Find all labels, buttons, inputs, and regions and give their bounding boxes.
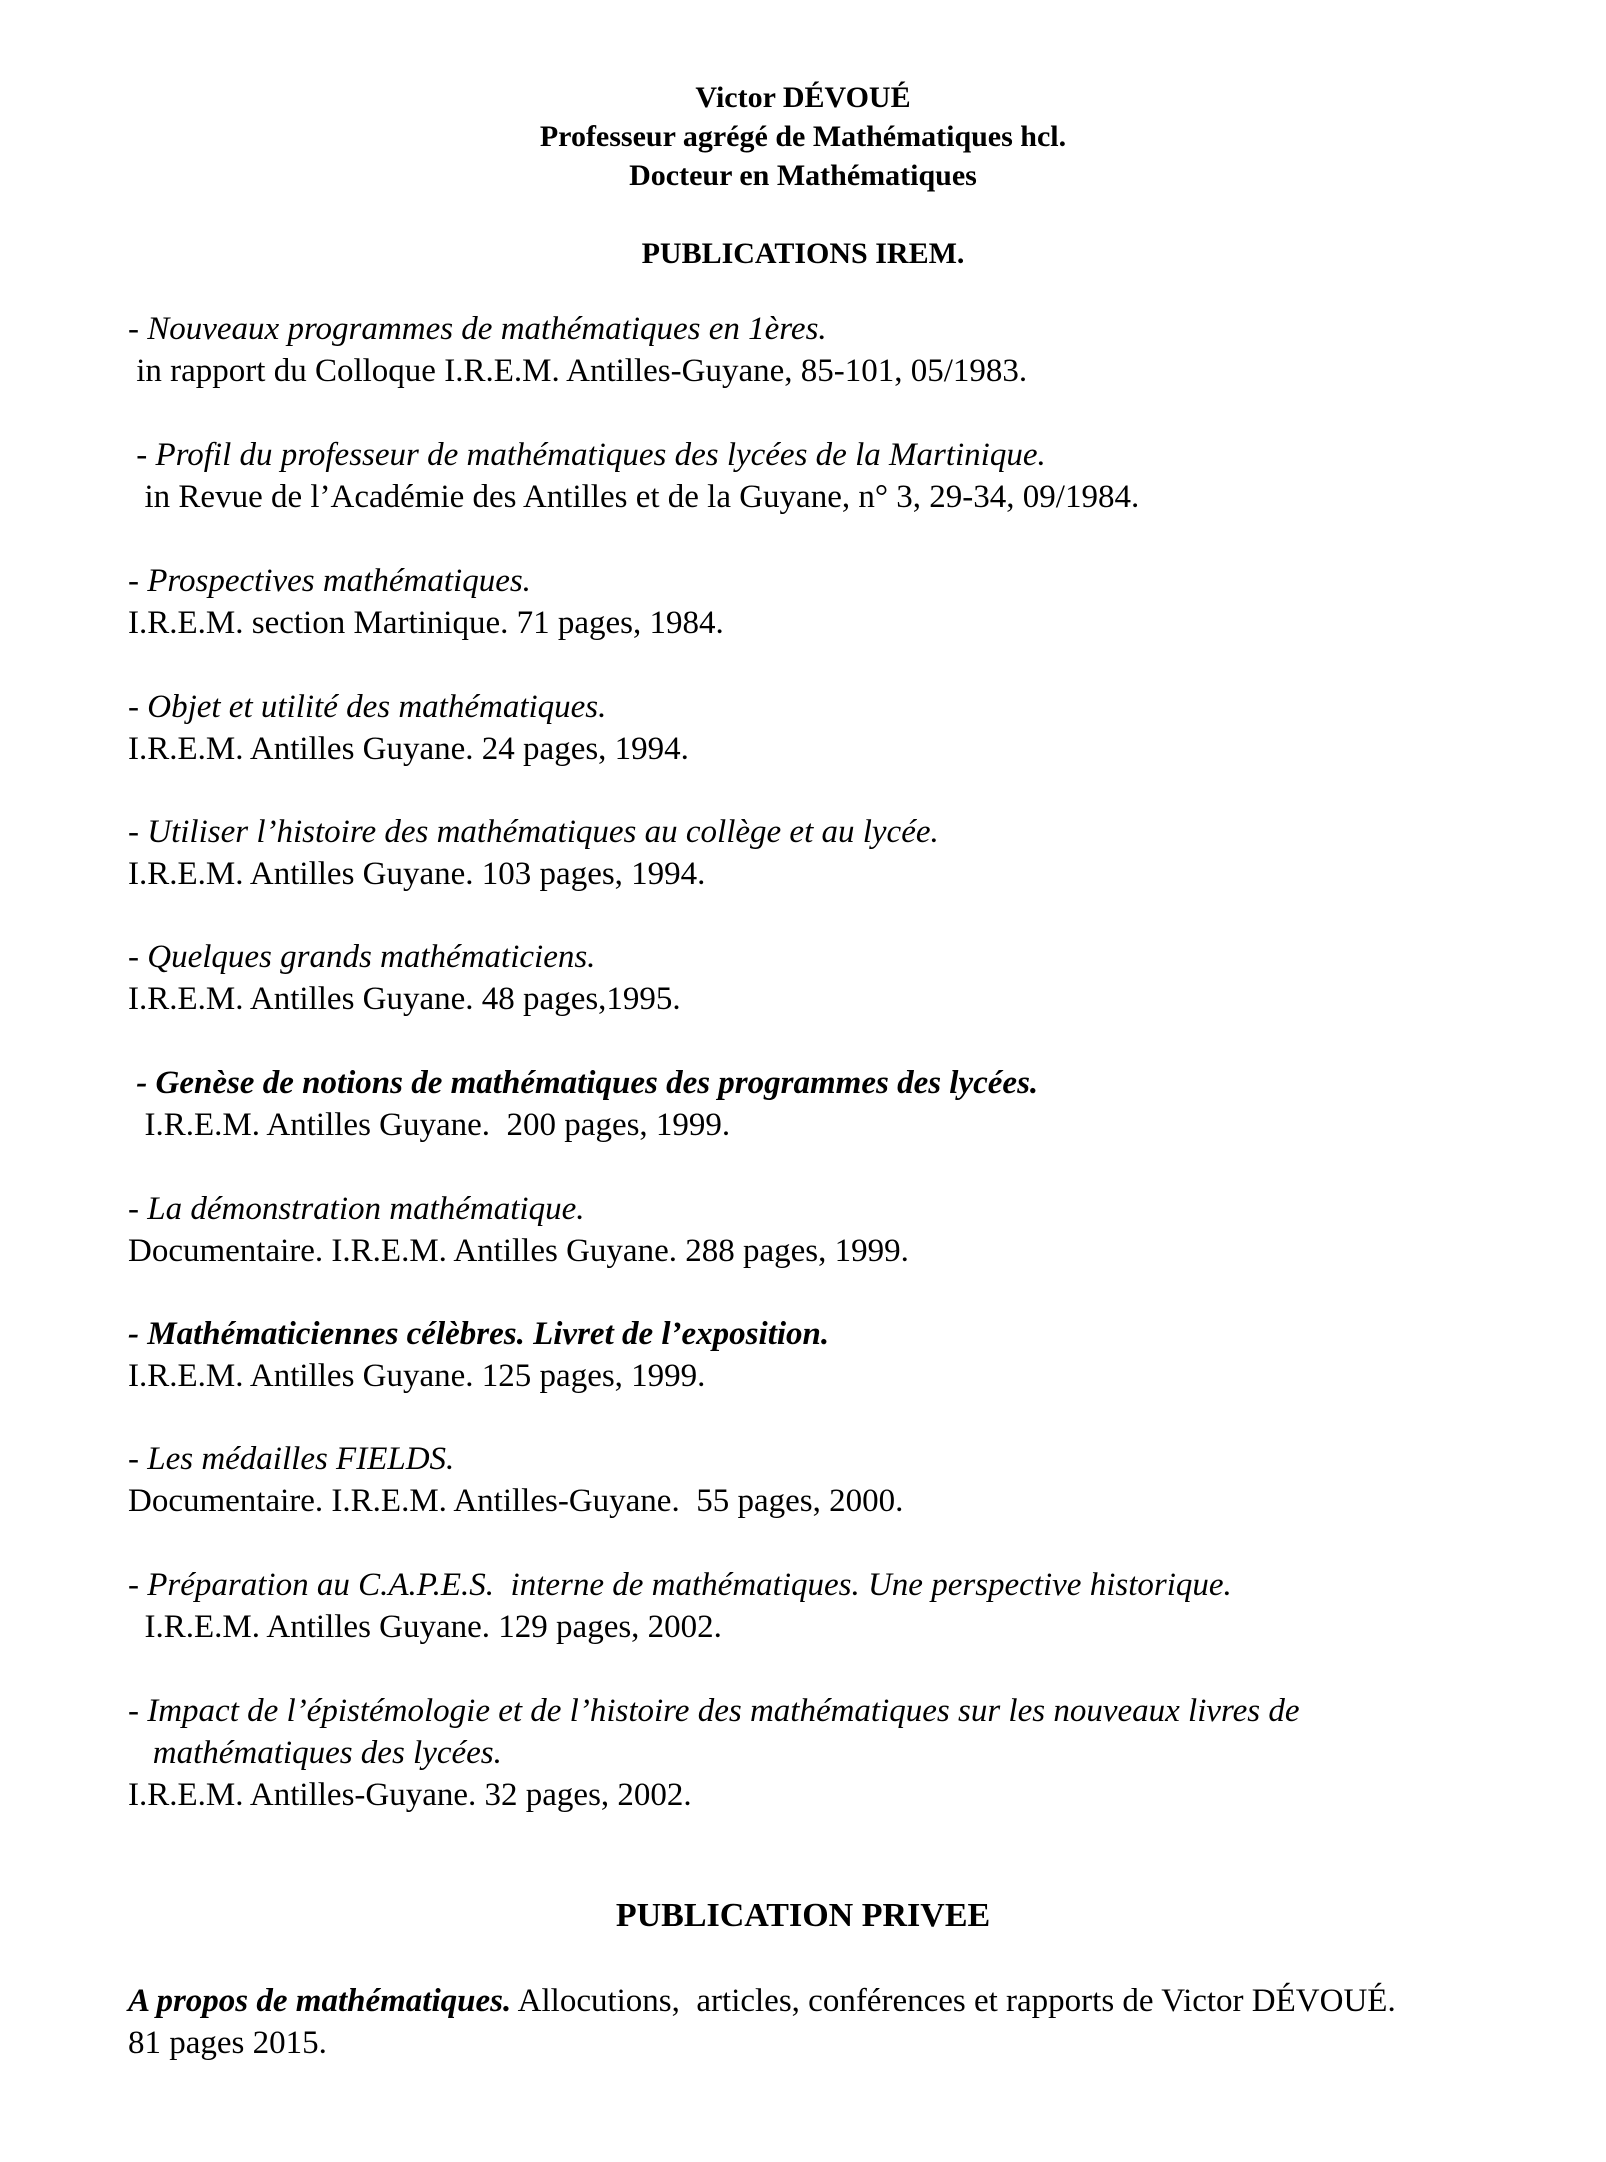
section-title-irem: PUBLICATIONS IREM. <box>641 237 965 270</box>
author-header <box>0 78 1606 195</box>
publication-item <box>128 811 1548 895</box>
section-title-private: PUBLICATION PRIVEE <box>615 1897 991 1934</box>
publication-details: I.R.E.M. Antilles Guyane. 125 pages, 1999. <box>128 1358 706 1394</box>
publication-details: in Revue de l’Académie des Antilles et de la Guyane, n° 3, 29-34, 09/1984. <box>128 479 1140 515</box>
publication-details: I.R.E.M. section Martinique. 71 pages, 1984. <box>128 605 724 641</box>
author-name: Victor DÉVOUÉ <box>695 81 911 114</box>
publication-title: - Mathématiciennes célèbres. Livret de l’exposition. <box>128 1316 830 1352</box>
publication-title: - La démonstration mathématique. <box>128 1191 585 1227</box>
publication-item <box>128 1564 1548 1648</box>
publication-title: - Préparation au C.A.P.E.S. interne de mathématiques. Une perspective historique. <box>128 1567 1232 1603</box>
publication-title: - Utiliser l’histoire des mathématiques au collège et au lycée. <box>128 814 939 850</box>
publication-details: I.R.E.M. Antilles Guyane. 48 pages,1995. <box>128 981 681 1017</box>
publication-item <box>128 434 1548 518</box>
publication-item <box>128 560 1548 644</box>
publication-title: - Quelques grands mathématiciens. <box>128 939 596 975</box>
publication-details: I.R.E.M. Antilles Guyane. 200 pages, 1999. <box>128 1107 731 1143</box>
publication-details: I.R.E.M. Antilles Guyane. 103 pages, 1994. <box>128 856 706 892</box>
publication-item <box>128 686 1548 770</box>
author-position: Professeur agrégé de Mathématiques hcl. <box>539 120 1067 153</box>
publication-details: in rapport du Colloque I.R.E.M. Antilles-Guyane, 85-101, 05/1983. <box>128 353 1028 389</box>
publication-item <box>128 1438 1548 1522</box>
publication-item <box>128 1188 1548 1272</box>
publication-details: Documentaire. I.R.E.M. Antilles Guyane. 288 pages, 1999. <box>128 1233 909 1269</box>
publication-item <box>128 936 1548 1020</box>
publication-title: - Nouveaux programmes de mathématiques en 1ères. <box>128 311 827 347</box>
publication-title: - Profil du professeur de mathématiques des lycées de la Martinique. <box>128 437 1046 473</box>
publication-item <box>128 1690 1548 1816</box>
publication-details: I.R.E.M. Antilles-Guyane. 32 pages, 2002. <box>128 1777 692 1813</box>
publication-title: - Impact de l’épistémologie et de l’histoire des mathématiques sur les nouveaux livres de <box>128 1693 1300 1729</box>
publication-title: - Les médailles FIELDS. <box>128 1441 455 1477</box>
publication-details: I.R.E.M. Antilles Guyane. 129 pages, 2002. <box>128 1609 722 1645</box>
publication-item <box>128 1062 1548 1146</box>
private-publication <box>128 1980 1548 2064</box>
private-book-title: A propos de mathématiques. <box>128 1983 512 2019</box>
private-book-pages: 81 pages 2015. <box>128 2025 327 2061</box>
publication-title: - Prospectives mathématiques. <box>128 563 531 599</box>
private-book-description: Allocutions, articles, conférences et rapports de Victor DÉVOUÉ. <box>511 1983 1396 2019</box>
publication-title: - Objet et utilité des mathématiques. <box>128 689 607 725</box>
publication-details: I.R.E.M. Antilles Guyane. 24 pages, 1994. <box>128 731 689 767</box>
publication-item <box>128 1313 1548 1397</box>
publication-details: Documentaire. I.R.E.M. Antilles-Guyane. 55 pages, 2000. <box>128 1483 904 1519</box>
author-degree: Docteur en Mathématiques <box>629 159 977 192</box>
publication-title: - Genèse de notions de mathématiques des programmes des lycées. <box>128 1065 1039 1101</box>
publication-item <box>128 308 1548 392</box>
publication-title-continuation: mathématiques des lycées. <box>128 1735 502 1771</box>
